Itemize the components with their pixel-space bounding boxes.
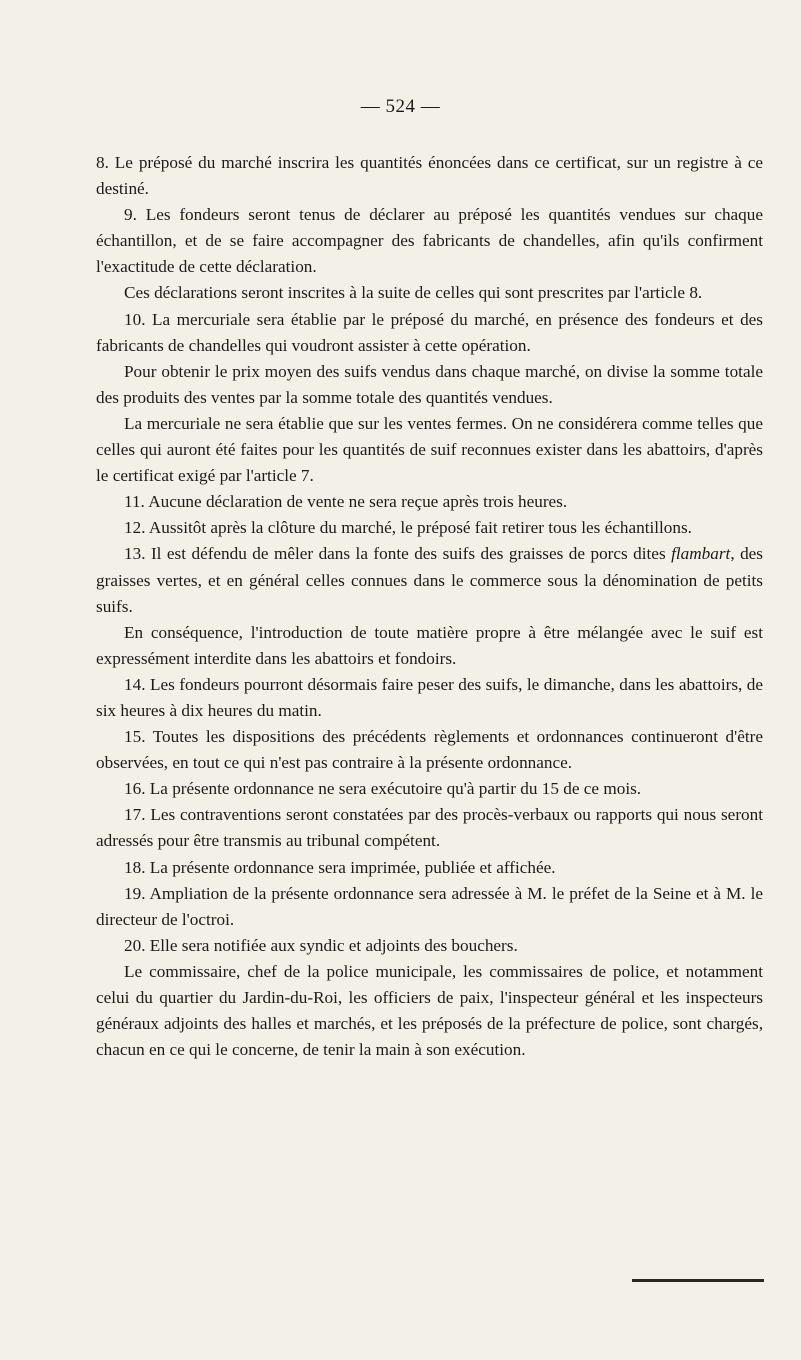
paragraph-text: Ces déclarations seront inscrites à la suite de celles qui sont prescrites par l'article 8.: [124, 283, 703, 303]
paragraph-text: 8. Le préposé du marché inscrira les quantités énoncées dans ce certificat, sur un registre à ce destiné.: [96, 153, 763, 199]
paragraph-text: 11. Aucune déclaration de vente ne sera reçue après trois heures.: [124, 492, 568, 512]
paragraph-text: 16. La présente ordonnance ne sera exécutoire qu'à partir du 15 de ce mois.: [124, 779, 642, 799]
paragraph: [96, 489, 763, 515]
paragraph: [96, 359, 763, 411]
paragraph-text: 20. Elle sera notifiée aux syndic et adjoints des bouchers.: [124, 935, 518, 955]
paragraph: [96, 541, 763, 619]
paragraph-text: 9. Les fondeurs seront tenus de déclarer au préposé les quantités vendues sur chaque échantillon, et de se faire accompagner des fabricants de chandelles, afin qu'ils confirment l'exactitude de cette déclaration.: [96, 205, 763, 277]
paragraph-text: 14. Les fondeurs pourront désormais faire peser des suifs, le dimanche, dans les abattoirs, de six heures à dix heures du matin.: [96, 674, 763, 720]
body-text: [96, 150, 763, 1063]
paragraph: [96, 724, 763, 776]
paragraph-text: Le commissaire, chef de la police municipale, les commissaires de police, et notamment celui du quartier du Jardin-du-Roi, les officiers de paix, l'inspecteur général et les inspecteurs généraux adjoints des halles et marchés, et les préposés de la préfecture de police, sont chargés, chacun en ce qui le concerne, de tenir la main à son exécution.: [96, 961, 763, 1060]
paragraph: [96, 802, 763, 854]
paragraph-text: 17. Les contraventions seront constatées par des procès-verbaux ou rapports qui nous seront adressés pour être transmis au tribunal compétent.: [96, 805, 763, 851]
paragraph-text: En conséquence, l'introduction de toute matière propre à être mélangée avec le suif est expressément interdite dans les abattoirs et fondoirs.: [96, 622, 763, 668]
paragraph-lead: 13. Il est défendu de mêler dans la fonte des suifs des graisses de porcs dites: [124, 544, 672, 564]
paragraph: [96, 881, 763, 933]
paragraph-text: , des graisses vertes, et en général celles connues dans le commerce sous la dénomination de petits suifs.: [96, 544, 763, 616]
paragraph: [96, 672, 763, 724]
paragraph: [96, 620, 763, 672]
paragraph-text: 10. La mercuriale sera établie par le préposé du marché, en présence des fondeurs et des fabricants de chandelles qui voudront assister à cette opération.: [96, 309, 763, 355]
paragraph: [96, 776, 763, 802]
paragraph: [96, 933, 763, 959]
paragraph-text: 18. La présente ordonnance sera imprimée, publiée et affichée.: [124, 857, 556, 877]
italic-term: flambart: [671, 544, 731, 564]
paragraph-text: 19. Ampliation de la présente ordonnance sera adressée à M. le préfet de la Seine et à M. le directeur de l'octroi.: [96, 883, 763, 929]
paragraph: [96, 515, 763, 541]
paragraph: [96, 280, 763, 306]
paragraph-text: Pour obtenir le prix moyen des suifs vendus dans chaque marché, on divise la somme totale des produits des ventes par la somme totale des quantités vendues.: [96, 361, 763, 407]
paragraph: [96, 307, 763, 359]
end-rule: [632, 1279, 764, 1282]
paragraph-text: 15. Toutes les dispositions des précédents règlements et ordonnances continueront d'être observées, en tout ce qui n'est pas contraire à la présente ordonnance.: [96, 727, 763, 773]
paragraph: [96, 202, 763, 280]
paragraph: [96, 150, 763, 202]
paragraph: [96, 411, 763, 489]
page-number: — 524 —: [360, 96, 441, 117]
paragraph-text: La mercuriale ne sera établie que sur les ventes fermes. On ne considérera comme telles que celles qui auront été faites pour les quantités de suif reconnues exister dans les abattoirs, d'après le certificat exigé par l'article 7.: [96, 413, 763, 486]
paragraph: [96, 959, 763, 1063]
paragraph-text: 12. Aussitôt après la clôture du marché, le préposé fait retirer tous les échantillons.: [124, 518, 692, 538]
paragraph: [96, 855, 763, 881]
